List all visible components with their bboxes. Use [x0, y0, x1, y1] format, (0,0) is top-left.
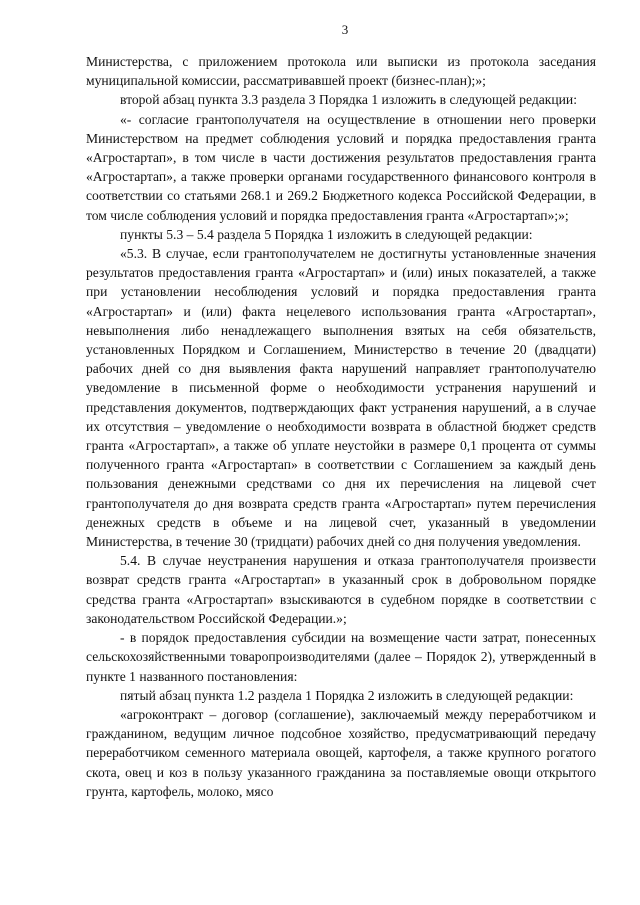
paragraph-3: «- согласие грантополучателя на осуществление в отношении него проверки Министерством на предмет соблюдения условий и порядка предоставления гранта «Агростартап», в том числе в части достижения результатов предоставления гранта «Агростартап», а также проверки органами государственного финансового контроля в соответствии со статьями 268.1 и 269.2 Бюджетного кодекса Российской Федерации, в том числе соблюдения условий и порядка предоставления гранта «Агростартап»;»; [86, 111, 596, 223]
paragraph-4: пункты 5.3 – 5.4 раздела 5 Порядка 1 изложить в следующей редакции: [120, 226, 533, 242]
paragraph-9: «агроконтракт – договор (соглашение), заключаемый между переработчиком и гражданином, ведущим личное подсобное хозяйство, предусматривающий передачу переработчиком семенного материала овощей, картофеля, а также крупного рогатого скота, овец и коз в пользу указанного гражданина за поставляемые овощи открытого грунта, картофель, молоко, мясо [86, 706, 596, 799]
paragraph-1: Министерства, с приложением протокола или выписки из протокола заседания муниципальной комиссии, рассматривавшей проект (бизнес-план);»; [86, 54, 596, 89]
page-number: 3 [341, 22, 349, 37]
paragraph-6: 5.4. В случае неустранения нарушения и отказа грантополучателя произвести возврат средств гранта «Агростартап» в указанный срок в добровольном порядке средства гранта «Агростартап» взыскиваются в судебном порядке в соответствии с законодательством Российской Федерации.»; [86, 553, 596, 626]
paragraph-7: - в порядок предоставления субсидии на возмещение части затрат, понесенных сельскохозяйственными товаропроизводителями (далее – Порядок 2), утвержденный в пункте 1 названного постановления: [86, 630, 596, 684]
paragraph-2: второй абзац пункта 3.3 раздела 3 Порядка 1 изложить в следующей редакции: [120, 92, 577, 108]
paragraph-5: «5.3. В случае, если грантополучателем не достигнуты установленные значения результатов предоставления гранта «Агростартап» и (или) иных показателей, а также при установлении несоблюдения условий и порядка предоставления гранта «Агростартап» и (или) факта нецелевого использования гранта «Агростартап», невыполнения либо ненадлежащего выполнения взятых на себя обязательств, установленных Порядком и Соглашением, Министерство в течение 20 (двадцати) рабочих дней со дня выявления факта нарушений направляет грантополучателю уведомление в письменной форме о необходимости устранения нарушений и представления документов, подтверждающих факт устранения нарушений, а в случае их отсутствия – уведомление о необходимости возврата в областной бюджет средств гранта «Агростартап», а также об уплате неустойки в размере 0,1 процента от суммы полученного гранта «Агростартап» в соответствии с Соглашением за каждый день пользования денежными средствами со дня их перечисления на лицевой счет грантополучателя до дня возврата средств гранта «Агростартап» путем перечисления денежных средств в объеме и на лицевой счет, указанный в уведомлении Министерства, в течение 30 (тридцати) рабочих дней со дня получения уведомления. [86, 246, 596, 550]
paragraph-8: пятый абзац пункта 1.2 раздела 1 Порядка 2 изложить в следующей редакции: [120, 687, 574, 703]
